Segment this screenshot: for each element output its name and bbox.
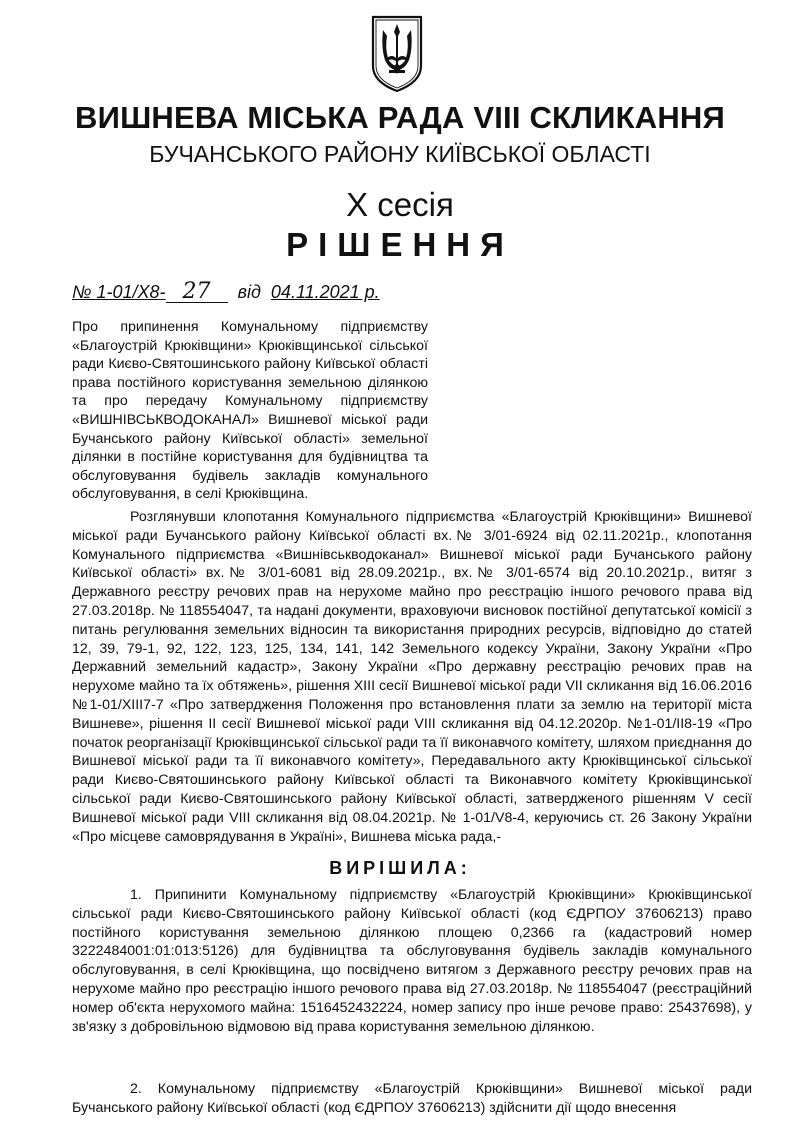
session-title: X сесія — [346, 186, 454, 223]
decision-number-handwritten: 27 — [166, 282, 228, 303]
resolved-heading: ВИРІШИЛА: — [329, 858, 471, 878]
council-title: ВИШНЕВА МІСЬКА РАДА VIII СКЛИКАННЯ — [75, 100, 725, 135]
decision-title: РІШЕННЯ — [286, 226, 514, 263]
council-subtitle: БУЧАНСЬКОГО РАЙОНУ КИЇВСЬКОЇ ОБЛАСТІ — [149, 141, 651, 167]
decision-point-1: 1. Припинити Комунальному підприємству «Благоустрій Крюківщини» Крюківщинської сільської ради Києво-Святошинського району Київської області (код ЄДРПОУ 37606213) право постійного користування земельною ділянкою площею 0,2366 га (кадастровий номер 3222484001:01:013:5126) для будівництва та обслуговування будівель закладів комунального обслуговування, в селі Крюківщина, що посвідчено витягом з Державного реєстру речових прав на нерухоме майно про реєстрацію іншого речового права від 27.03.2018р. № 118554047 (реєстраційний номер об'єкта нерухомого майна: 1516452432224, номер запису про інше речове право: 25437698), у зв'язку з добровільною відмовою від права користування земельною ділянкою. — [72, 887, 752, 1035]
decision-number-line — [72, 279, 472, 304]
decision-subject: Про припинення Комунальному підприємству «Благоустрій Крюківщини» Крюківщинської сільської ради Києво-Святошинського району Київської області права постійного користування земельною ділянкою та про передачу Комунальному підприємству «ВИШНІВСЬКВОДОКАНАЛ» Вишневої міської ради Бучанського району Київської області» земельної ділянки в постійне користування для будівництва та обслуговування будівель закладів комунального обслуговування, в селі Крюківщина. — [72, 319, 428, 503]
preamble-paragraph: Розглянувши клопотання Комунального підприємства «Благоустрій Крюківщини» Вишневої міської ради Бучанського району Київської області вх.№ 3/01-6924 від 02.11.2021р., клопотання Комунального підприємства «Вишнівськводоканал» Вишневої міської ради Бучанського району Київської області» вх.№ 3/01-6081 від 28.09.2021р., вх.№ 3/01-6574 від 20.10.2021р., витяг з Державного реєстру речових прав на нерухоме майно про реєстрацію іншого речового права від 27.03.2018р. № 118554047, та надані документи, враховуючи висновок постійної депутатської комісії з питань регулювання земельних відносин та використання природних ресурсів, відповідно до статей 12, 39, 79-1, 92, 122, 123, 125, 134, 141, 142 Земельного кодексу України, Закону України «Про Державний земельний кадастр», Закону України «Про державну реєстрацію речових прав на нерухоме майно та їх обтяжень», рішення XIII сесії Вишневої міської ради VII скликання від 16.06.2016 №1-01/XIII7-7 «Про затвердження Положення про встановлення плати за землю на території міста Вишневе», рішення II сесії Вишневої міської ради VIII скликання від 04.12.2020р. №1-01/II8-19 «Про початок реорганізації Крюківщинської сільської ради та її виконавчого комітету, шляхом приєднання до Вишневої міської ради та її виконавчого комітету», Передавального акту Крюківщинської сільської ради Києво-Святошинського району Київської області та Виконавчого комітету Крюківщинської сільської ради Києво-Святошинського району Київської області, затвердженого рішенням V сесії Вишневої міської ради VIII скликання від 08.04.2021р. № 1-01/V8-4, керуючись ст. 26 Закону України «Про місцеве самоврядування в Україні», Вишнева міська рада,- — [72, 509, 752, 845]
date-word: від — [237, 282, 261, 302]
decision-point-2: 2. Комунальному підприємству «Благоустрій Крюківщини» Вишневої міської ради Бучанського району Київської області (код ЄДРПОУ 37606213) здійснити дії щодо внесення — [72, 1081, 752, 1116]
trident-coat-of-arms-icon — [369, 14, 425, 94]
decision-date: 04.11.2021 р. — [270, 282, 380, 302]
decision-number-prefix: № 1-01/X8- — [72, 282, 166, 302]
